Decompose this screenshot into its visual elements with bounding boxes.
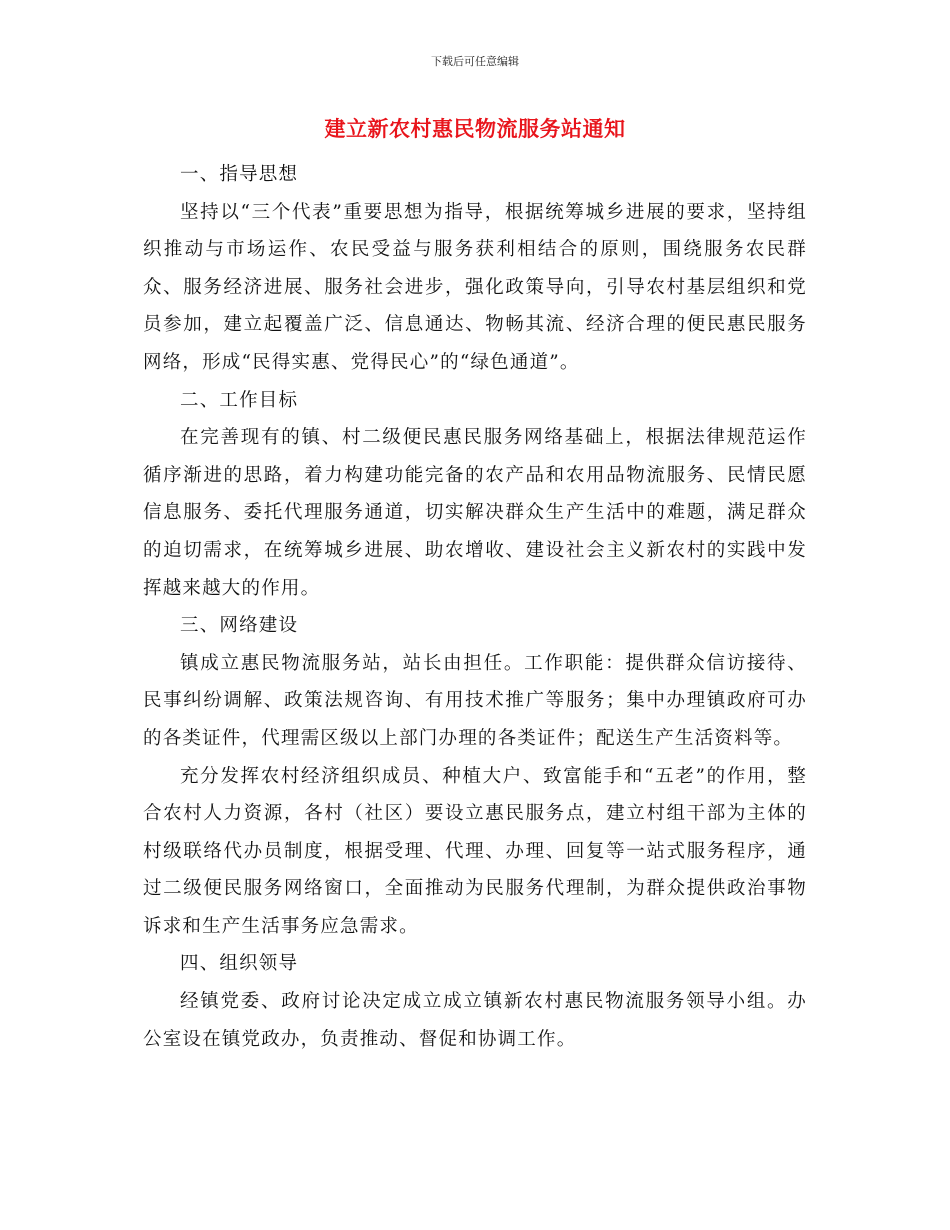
page-header-note: 下载后可任意编辑 [431,55,519,68]
paragraph-network-construction-2: 充分发挥农村经济组织成员、种植大户、致富能手和“五老”的作用，整合农村人力资源，各村（社区）要设立惠民服务点，建立村组干部为主体的村级联络代办员制度，根据受理、代理、办理、回复等一站式服务程序，通过二级便民服务网络窗口，全面推动为民服务代理制，为群众提供政治事物诉求和生产生活事务应急需求。 [143,765,807,937]
document-title: 建立新农村惠民物流服务站通知 [324,116,626,141]
section-heading-guiding-thought: 一、指导思想 [180,164,299,185]
paragraph-work-goals: 在完善现有的镇、村二级便民惠民服务网络基础上，根据法律规范运作循序渐进的思路，着力构建功能完备的农产品和农用品物流服务、民情民愿信息服务、委托代理服务通道，切实解决群众生产生活中的难题，满足群众的迫切需求，在统筹城乡进展、助农增收、建设社会主义新农村的实践中发挥越来越大的作用。 [143,427,807,599]
section-heading-work-goals: 二、工作目标 [180,389,299,411]
section-heading-network-construction: 三、网络建设 [180,615,299,637]
document-body [143,156,807,1058]
paragraph-guiding-thought: 坚持以“三个代表”重要思想为指导，根据统筹城乡进展的要求，坚持组织推动与市场运作、农民受益与服务获利相结合的原则，围绕服务农民群众、服务经济进展、服务社会进步，强化政策导向，引导农村基层组织和党员参加，建立起覆盖广泛、信息通达、物畅其流、经济合理的便民惠民服务网络，形成“民得实惠、党得民心”的“绿色通道”。 [143,201,807,373]
paragraph-network-construction-1: 镇成立惠民物流服务站，站长由担任。工作职能：提供群众信访接待、民事纠纷调解、政策法规咨询、有用技术推广等服务；集中办理镇政府可办的各类证件，代理需区级以上部门办理的各类证件；配送生产生活资料等。 [143,652,807,749]
section-heading-organization: 四、组织领导 [180,953,299,975]
paragraph-organization: 经镇党委、政府讨论决定成立成立镇新农村惠民物流服务领导小组。办公室设在镇党政办，负责推动、督促和协调工作。 [143,991,807,1050]
